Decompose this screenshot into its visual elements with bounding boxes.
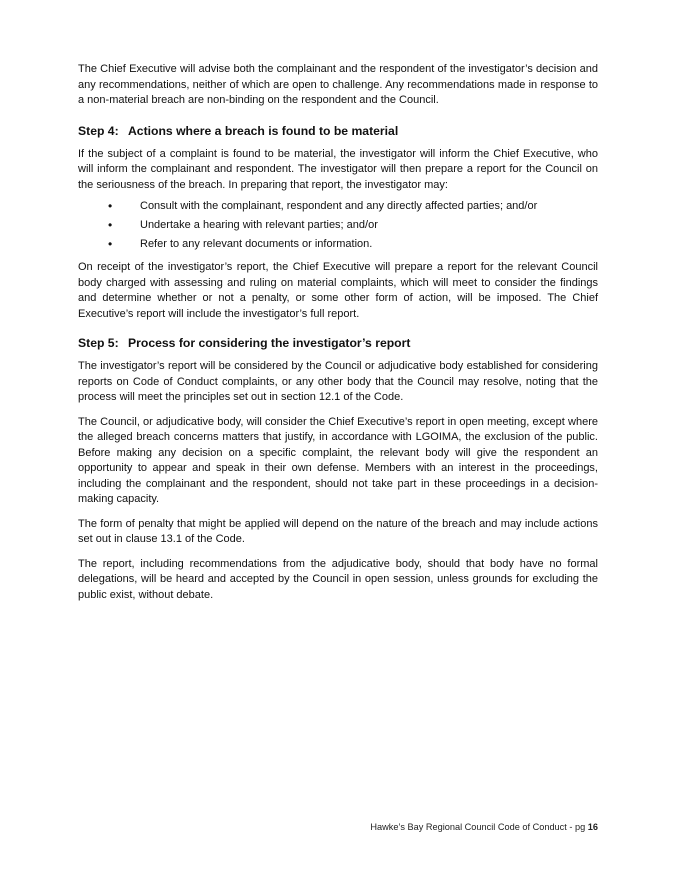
list-item: [78, 197, 598, 216]
page-footer: [370, 822, 598, 832]
step-5-title: Process for considering the investigator’s report: [128, 336, 411, 350]
bullet-icon: •: [108, 199, 113, 213]
step-4-number: Step 4:: [78, 123, 119, 138]
heading-step-5: [78, 335, 598, 351]
list-item-text: Undertake a hearing with relevant parties; and/or: [140, 219, 378, 231]
bullet-icon: •: [108, 237, 113, 251]
bullet-icon: •: [108, 218, 113, 232]
list-item-text: Consult with the complainant, respondent and any directly affected parties; and/or: [140, 200, 538, 212]
list-item: [78, 216, 598, 235]
list-item-text: Refer to any relevant documents or information.: [140, 238, 373, 250]
paragraph-report-acceptance: The report, including recommendations from the adjudicative body, should that body have no formal delegations, will be heard and accepted by the Council in open session, unless grounds for excluding the public exist, without debate.: [78, 557, 598, 601]
heading-step-4: [78, 123, 598, 139]
investigator-actions-list: [78, 197, 598, 254]
list-item: [78, 235, 598, 254]
paragraph-penalty: The form of penalty that might be applied will depend on the nature of the breach and may include actions set out in clause 13.1 of the Code.: [78, 517, 598, 545]
step-5-number: Step 5:: [78, 336, 119, 350]
paragraph-report-consideration: The investigator’s report will be considered by the Council or adjudicative body established for considering reports on Code of Conduct complaints, or any other body that the Council may resolve, noting that the process will meet the principles set out in section 12.1 of the Code.: [78, 360, 598, 403]
paragraph-material-breach: If the subject of a complaint is found to be material, the investigator will inform the Chief Executive, who will inform the complainant and respondent. The investigator will then prepare a report for the Council on the seriousness of the breach. In preparing that report, the investigator may:: [78, 147, 598, 191]
document-body: [78, 62, 598, 603]
page-number: 16: [587, 822, 598, 832]
paragraph-advice-outcome: The Chief Executive will advise both the complainant and the respondent of the investigator’s decision and any recommendations, neither of which are open to challenge. Any recommendations made in response to a non-material breach are non-binding on the respondent and the Council.: [78, 63, 598, 106]
paragraph-chief-executive-report: On receipt of the investigator’s report, the Chief Executive will prepare a report for the relevant Council body charged with assessing and ruling on material complaints, which will meet to consider the findings and determine whether or not a penalty, or some other form of action, will be imposed. The Chief Executive’s report will include the investigator’s full report.: [78, 261, 598, 320]
paragraph-open-meeting: The Council, or adjudicative body, will consider the Chief Executive’s report in open meeting, except where the alleged breach concerns matters that justify, in accordance with LGOIMA, the exclusion of the public. Before making any decision on a specific complaint, the relevant body will give the respondent an opportunity to appear and speak in their own defense. Members with an interest in the proceedings, including the complainant and the respondent, should not take part in these proceedings in a decision-making capacity.: [78, 415, 598, 505]
step-4-title: Actions where a breach is found to be material: [128, 123, 399, 138]
footer-text: Hawke’s Bay Regional Council Code of Conduct - pg: [370, 822, 586, 832]
